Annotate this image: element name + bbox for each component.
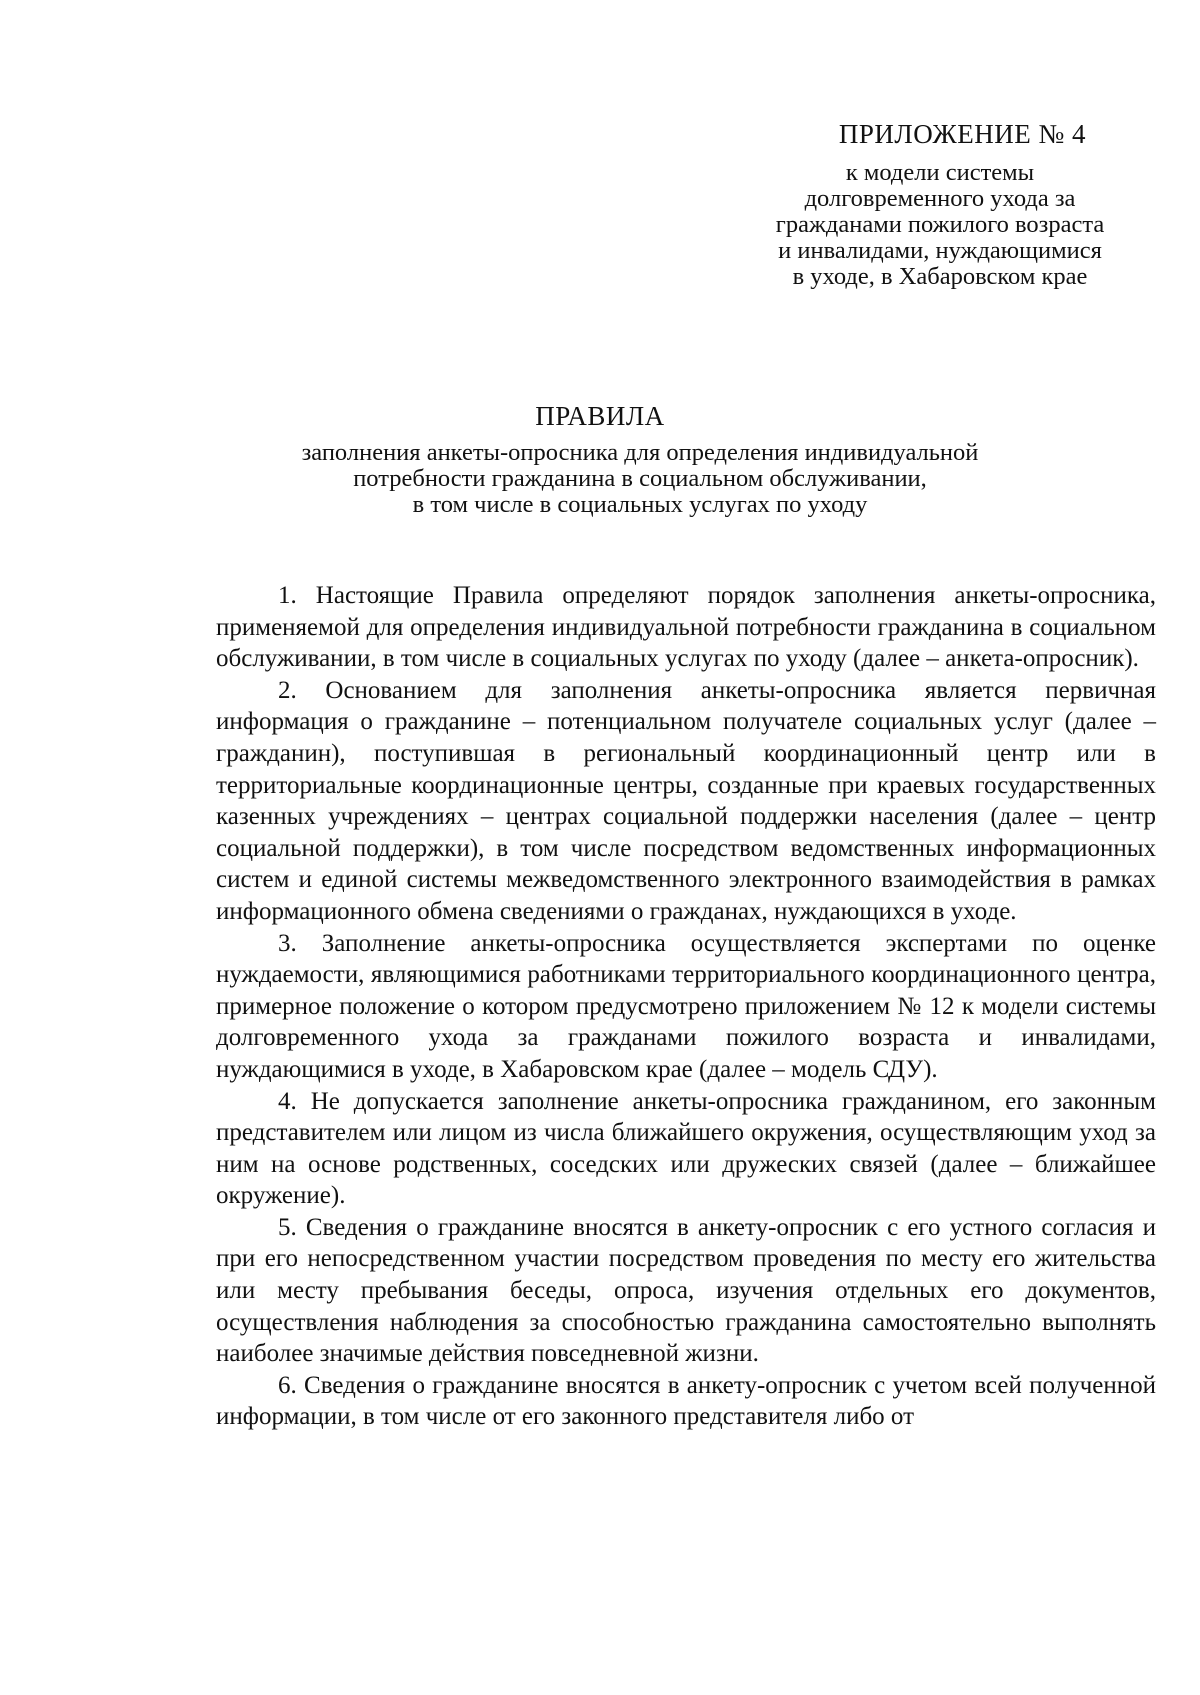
annex-line: гражданами пожилого возраста xyxy=(775,211,1105,238)
annex-line: к модели системы xyxy=(845,159,1035,186)
annex-caption xyxy=(740,160,1140,290)
body-text xyxy=(216,580,1156,1433)
subtitle-line: потребности гражданина в социальном обслуживании, xyxy=(353,465,927,492)
paragraph-4: 4. Не допускается заполнение анкеты-опросника гражданином, его законным представителем или лицом из числа ближайшего окружения, осуществляющим уход за ним на основе родственных, соседских или дружеских связей (далее – ближайшее окружение). xyxy=(216,1087,1156,1210)
annex-title: ПРИЛОЖЕНИЕ № 4 xyxy=(838,119,1086,149)
subtitle-line: заполнения анкеты-опросника для определения индивидуальной xyxy=(301,439,979,466)
paragraph-2: 2. Основанием для заполнения анкеты-опросника является первичная информация о гражданине – потенциальном получателе социальных услуг (далее – гражданин), поступившая в региональный координационный центр или в территориальные координационные центры, созданные при краевых государственных казенных учреждениях – центрах социальной поддержки населения (далее – центр социальной поддержки), в том числе посредством ведомственных информационных систем и единой системы межведомственного электронного взаимодействия в рамках информационного обмена сведениями о гражданах, нуждающихся в уходе. xyxy=(216,676,1156,925)
paragraph-6: 6. Сведения о гражданине вносятся в анкету-опросник с учетом всей полученной информации, в том числе от его законного представителя либо от xyxy=(216,1371,1156,1431)
paragraph-5: 5. Сведения о гражданине вносятся в анкету-опросник с его устного согласия и при его непосредственном участии посредством проведения по месту его жительства или месту пребывания беседы, опроса, изучения отдельных его документов, осуществления наблюдения за способностью гражданина самостоятельно выполнять наиболее значимые действия повседневной жизни. xyxy=(216,1213,1156,1368)
paragraph-3: 3. Заполнение анкеты-опросника осуществляется экспертами по оценке нуждаемости, являющимися работниками территориального координационного центра, примерное положение о котором предусмотрено приложением № 12 к модели системы долговременного ухода за гражданами пожилого возраста и инвалидами, нуждающимися в уходе, в Хабаровском крае (далее – модель СДУ). xyxy=(216,929,1156,1083)
subtitle-line: в том числе в социальных услугах по уходу xyxy=(412,491,868,518)
rules-title: ПРАВИЛА xyxy=(535,401,665,431)
annex-block xyxy=(740,118,1140,290)
rules-subtitle xyxy=(200,440,1080,518)
annex-line: в уходе, в Хабаровском крае xyxy=(792,263,1088,290)
annex-line: и инвалидами, нуждающимися xyxy=(778,237,1102,264)
annex-line: долговременного ухода за xyxy=(804,185,1076,212)
paragraph-1: 1. Настоящие Правила определяют порядок заполнения анкеты-опросника, применяемой для определения индивидуальной потребности гражданина в социальном обслуживании, в том числе в социальных услугах по уходу (далее – анкета-опросник). xyxy=(216,582,1156,673)
